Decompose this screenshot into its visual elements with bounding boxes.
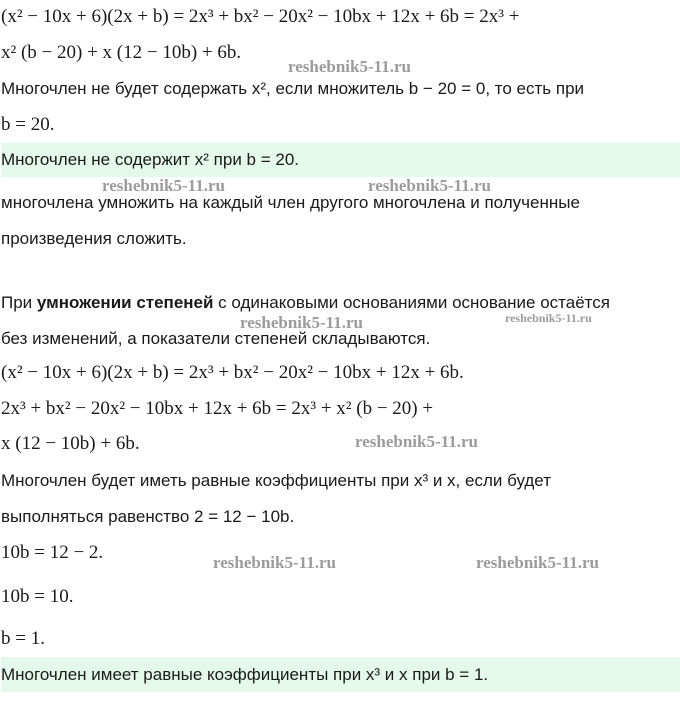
watermark: reshebnik5-11.ru [355,432,478,451]
watermark: reshebnik5-11.ru [476,553,599,572]
solve-step-1: 10b = 12 − 2. [1,542,104,563]
watermark: reshebnik5-11.ru [240,313,363,332]
condition-text-line-1: Многочлен не будет содержать x², если множитель b − 20 = 0, то есть при [1,79,585,98]
rule-multiply-polynomials-line-2: произведения сложить. [1,229,187,248]
equation-repeat: (x² − 10x + 6)(2x + b) = 2x³ + bx² − 20x² − 10bx + 12x + 6b. [1,362,464,383]
rule-multiply-polynomials-line-1: многочлена умножить на каждый член другого многочлена и полученные [1,193,580,212]
solve-step-2: 10b = 10. [1,586,74,607]
watermark: reshebnik5-11.ru [102,176,225,195]
answer-highlight-1: Многочлен не содержит x² при b = 20. [1,143,680,177]
rule-powers-prefix: При [1,293,37,312]
watermark: reshebnik5-11.ru [505,311,592,325]
equal-coeffs-text-line-2: выполняться равенство 2 = 12 − 10b. [1,507,295,526]
equal-coeffs-text-line-1: Многочлен будет иметь равные коэффициенты при x³ и x, если будет [1,471,551,490]
rule-powers-bold-term: умножении степеней [36,293,214,312]
rule-powers-rest: с одинаковыми основаниями основание остаётся [213,293,610,312]
equation-expansion-line-1: (x² − 10x + 6)(2x + b) = 2x³ + bx² − 20x² − 10bx + 12x + 6b = 2x³ + [1,6,520,27]
rule-powers-line-1 [1,293,680,313]
watermark: reshebnik5-11.ru [213,553,336,572]
equation-regroup-line-2: x (12 − 10b) + 6b. [1,433,140,454]
answer-highlight-2: Многочлен имеет равные коэффициенты при x³ и x при b = 1. [1,657,680,692]
equation-regroup-line-1: 2x³ + bx² − 20x² − 10bx + 12x + 6b = 2x³ + x² (b − 20) + [1,398,434,419]
condition-text-line-2: b = 20. [1,114,55,135]
solve-step-3: b = 1. [1,628,45,649]
rule-powers-line-2: без изменений, а показатели степеней складываются. [1,329,431,348]
watermark: reshebnik5-11.ru [368,176,491,195]
equation-expansion-line-2: x² (b − 20) + x (12 − 10b) + 6b. [1,42,242,63]
watermark: reshebnik5-11.ru [288,57,411,76]
